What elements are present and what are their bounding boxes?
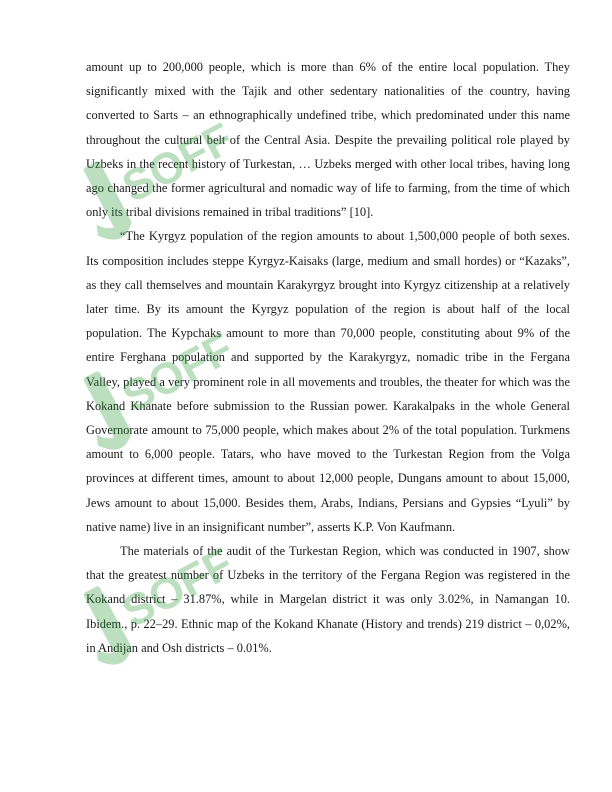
paragraph-2: “The Kyrgyz population of the region amounts to about 1,500,000 people of both sexes. Its composition includes steppe Kyrgyz-Kaisaks (large, medium and small hordes) or “Kazaks”, as they call themselves and mountain Karakyrgyz brought into Kyrgyz citizenship at a relatively later time. By its amount the Kyrgyz population of the region is about half of the local population. The Kypchaks amount to more than 70,000 people, constituting about 9% of the entire Ferghana population and supported by the Karakyrgyz, nomadic tribe in the Fergana Valley, played a very prominent role in all movements and troubles, the theater for which was the Kokand Khanate before submission to the Russian power. Karakalpaks in the whole General Governorate amount to 75,000 people, which makes about 2% of the total population. Turkmens amount to 6,000 people. Tatars, who have moved to the Turkestan Region from the Volga provinces at different times, amount to about 12,000 people, Dungans amount to about 15,000, Jews amount to about 15,000. Besides them, Arabs, Indians, Persians and Gypsies “Lyuli” by native name) live in an insignificant number”, asserts K.P. Von Kaufmann. <box>86 229 570 534</box>
document-body <box>86 55 570 660</box>
paragraph-3: The materials of the audit of the Turkestan Region, which was conducted in 1907, show that the greatest number of Uzbeks in the territory of the Fergana Region was registered in the Kokand district – 31.87%, while in Margelan district it was only 3.02%, in Namangan 10. Ibidem., p. 22–29. Ethnic map of the Kokand Khanate (History and trends) 219 district – 0,02%, in Andijan and Osh districts – 0.01%. <box>86 544 570 655</box>
watermark-text-1: SOFF <box>114 113 242 213</box>
paragraph-1: amount up to 200,000 people, which is more than 6% of the entire local population. They significantly mixed with the Tajik and other sedentary nationalities of the country, having converted to Sarts – an ethnographically undefined tribe, which predominated under this name throughout the cultural belt of the Central Asia. Despite the prevailing political role played by Uzbeks in the recent history of Turkestan, … Uzbeks merged with other local tribes, having long ago changed the former agricultural and nomadic way of life to farming, from the time of which only its tribal divisions remained in tribal traditions” [10]. <box>86 60 570 220</box>
watermark-text-3: SOFF <box>114 538 242 638</box>
watermark-text-2: SOFF <box>114 323 242 423</box>
